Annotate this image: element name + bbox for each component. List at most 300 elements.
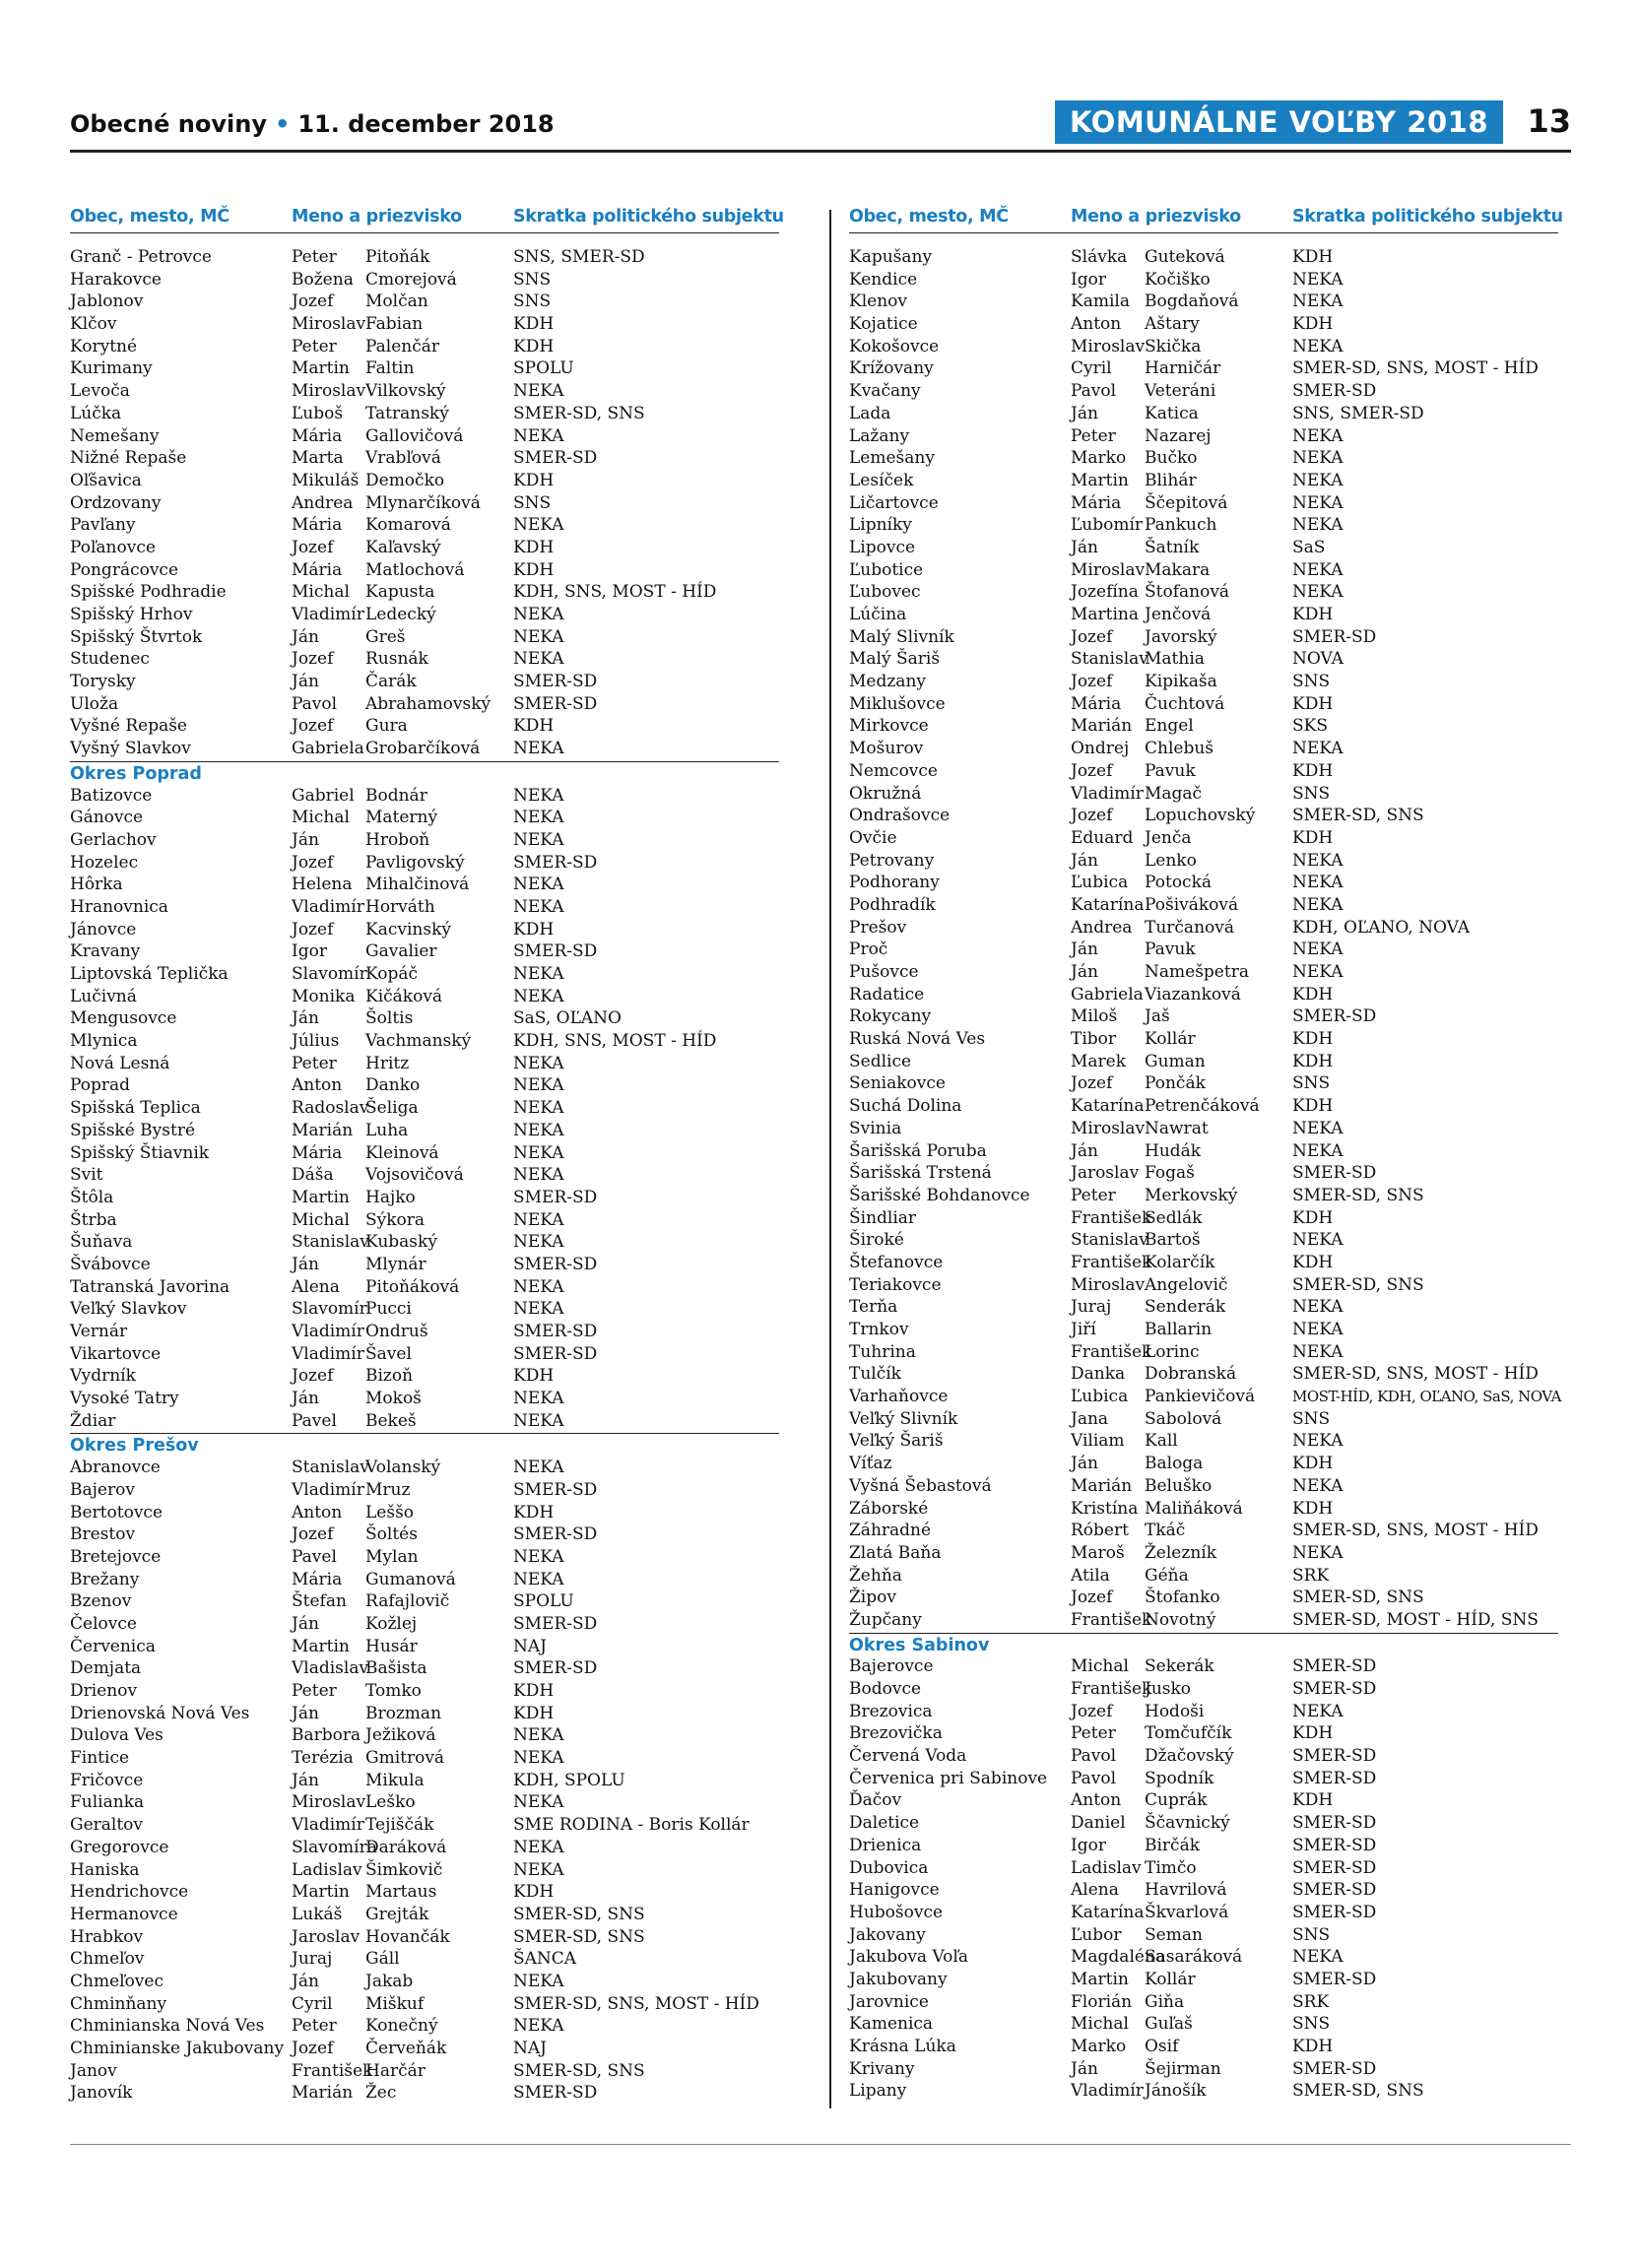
- first-name-cell: Martin: [292, 1636, 350, 1656]
- last-name-cell: Makara: [1145, 559, 1211, 580]
- municipality-cell: Kapušany: [849, 247, 933, 267]
- last-name-cell: Merkovský: [1145, 1185, 1238, 1205]
- first-name-cell: Jozef: [292, 292, 334, 312]
- table-row: [70, 1231, 779, 1254]
- last-name-cell: Hovančák: [365, 1926, 450, 1947]
- header-name: Meno a priezvisko: [292, 207, 462, 227]
- municipality-cell: Veľký Šariš: [849, 1431, 944, 1452]
- municipality-cell: Bajerovce: [849, 1656, 934, 1677]
- last-name-cell: Hritz: [365, 1053, 410, 1073]
- first-name-cell: Mária: [292, 515, 343, 536]
- last-name-cell: Pončák: [1145, 1073, 1206, 1094]
- table-row: [70, 1569, 779, 1591]
- municipality-cell: Dubovica: [849, 1857, 929, 1878]
- table-row: [70, 313, 779, 336]
- table-row: [70, 1164, 779, 1187]
- table-row: [849, 760, 1558, 783]
- municipality-cell: Chminianske Jakubovany: [70, 2039, 285, 2058]
- first-name-cell: Peter: [292, 1681, 337, 1701]
- party-cell: SRK: [1292, 1565, 1330, 1586]
- party-cell: NEKA: [1292, 1118, 1344, 1138]
- party-cell: SMER-SD: [513, 2083, 598, 2104]
- first-name-cell: Michal: [1071, 2014, 1129, 2035]
- party-cell: KDH: [1292, 605, 1334, 624]
- party-cell: NEKA: [513, 425, 564, 446]
- municipality-cell: Drienovská Nová Ves: [70, 1703, 250, 1723]
- municipality-cell: Varhaňovce: [849, 1387, 949, 1407]
- first-name-cell: Marek: [1071, 1051, 1127, 1071]
- first-name-cell: Anton: [1071, 314, 1122, 335]
- table-row: [849, 1812, 1558, 1835]
- party-cell: KDH: [1292, 693, 1334, 714]
- last-name-cell: Nazarej: [1145, 425, 1212, 446]
- header-party: Skratka politického subjektu: [513, 207, 784, 227]
- header-divider: [70, 150, 1571, 153]
- party-cell: NEKA: [1292, 894, 1344, 915]
- last-name-cell: Timčo: [1145, 1857, 1197, 1878]
- last-name-cell: Martaus: [365, 1882, 437, 1903]
- table-row: [849, 1789, 1558, 1812]
- municipality-cell: Nemešany: [70, 425, 160, 446]
- first-name-cell: Katarína: [1071, 1096, 1145, 1117]
- table-row: [849, 1678, 1558, 1701]
- party-cell: NEKA: [1292, 269, 1344, 290]
- party-cell: NEKA: [513, 381, 564, 402]
- first-name-cell: Martin: [292, 1187, 350, 1207]
- table-row: [70, 1926, 779, 1949]
- party-cell: KDH: [513, 1366, 555, 1387]
- first-name-cell: Viliam: [1071, 1431, 1125, 1452]
- table-row: [849, 470, 1558, 492]
- table-row: [70, 1457, 779, 1479]
- municipality-cell: Suchá Dolina: [849, 1096, 962, 1117]
- party-cell: SMER-SD: [1292, 1746, 1377, 1767]
- table-row: [70, 1479, 779, 1502]
- first-name-cell: Maroš: [1071, 1542, 1125, 1563]
- table-row: [70, 1703, 779, 1725]
- first-name-cell: Jozef: [292, 649, 334, 670]
- last-name-cell: Pitoňáková: [365, 1276, 460, 1297]
- municipality-cell: Bajerov: [70, 1479, 135, 1500]
- table-row: [849, 357, 1558, 380]
- last-name-cell: Guľaš: [1145, 2014, 1193, 2035]
- party-cell: NEKA: [1292, 559, 1344, 580]
- municipality-cell: Ordzovany: [70, 492, 162, 513]
- first-name-cell: Tibor: [1071, 1029, 1117, 1050]
- last-name-cell: Spodník: [1145, 1768, 1214, 1788]
- header-name: Meno a priezvisko: [1071, 207, 1241, 227]
- first-name-cell: Michal: [292, 808, 350, 828]
- municipality-cell: Janov: [70, 2060, 117, 2081]
- last-name-cell: Materný: [365, 808, 438, 828]
- last-name-cell: Vachmanský: [365, 1031, 472, 1052]
- last-name-cell: Hroboň: [365, 829, 430, 850]
- party-cell: SNS: [1292, 783, 1331, 804]
- first-name-cell: František: [1071, 1207, 1152, 1228]
- first-name-cell: Pavol: [1071, 381, 1117, 402]
- first-name-cell: Radoslav: [292, 1098, 369, 1119]
- party-cell: KDH: [513, 1703, 555, 1723]
- party-cell: KDH: [1292, 1096, 1334, 1117]
- municipality-cell: Proč: [849, 940, 888, 960]
- last-name-cell: Gáll: [365, 1949, 400, 1970]
- table-row: [849, 1095, 1558, 1118]
- table-row: [70, 1410, 779, 1433]
- municipality-cell: Vysoké Tatry: [70, 1389, 179, 1409]
- table-row: [849, 783, 1558, 806]
- municipality-cell: Veľký Slavkov: [70, 1299, 187, 1320]
- municipality-cell: Čelovce: [70, 1613, 137, 1634]
- party-cell: NEKA: [513, 964, 564, 984]
- party-cell: NAJ: [513, 2039, 547, 2058]
- party-cell: NEKA: [1292, 1701, 1344, 1721]
- first-name-cell: Igor: [1071, 269, 1106, 290]
- last-name-cell: Javorský: [1145, 626, 1217, 647]
- table-row: [70, 291, 779, 313]
- table-row: [849, 715, 1558, 738]
- municipality-cell: Ovčie: [849, 827, 897, 848]
- last-name-cell: Mruz: [365, 1479, 411, 1500]
- party-cell: ŠANCA: [513, 1949, 577, 1970]
- last-name-cell: Gallovičová: [365, 425, 464, 446]
- first-name-cell: Mária: [292, 559, 343, 580]
- party-cell: NEKA: [513, 875, 564, 895]
- first-name-cell: Vladimír: [292, 896, 364, 917]
- party-cell: SNS: [1292, 1924, 1331, 1945]
- table-row: [70, 1814, 779, 1837]
- municipality-cell: Štrba: [70, 1209, 117, 1230]
- first-name-cell: Marián: [292, 1120, 354, 1140]
- municipality-cell: Okružná: [849, 783, 922, 804]
- first-name-cell: Jozef: [292, 1524, 334, 1545]
- municipality-cell: Brežany: [70, 1569, 140, 1589]
- party-cell: NEKA: [513, 808, 564, 828]
- last-name-cell: Šavel: [365, 1343, 412, 1364]
- municipality-cell: Žehňa: [849, 1565, 902, 1586]
- table-row: [70, 940, 779, 963]
- first-name-cell: Vladimír: [292, 1479, 364, 1500]
- table-row: [70, 671, 779, 693]
- municipality-cell: Janovík: [70, 2083, 133, 2104]
- last-name-cell: Ščepitová: [1145, 492, 1228, 513]
- last-name-cell: Maliňáková: [1145, 1498, 1243, 1519]
- party-cell: SMER-SD, SNS, MOST - HÍD: [1292, 358, 1539, 379]
- first-name-cell: Jozef: [292, 537, 334, 557]
- municipality-cell: Záhradné: [849, 1521, 932, 1541]
- last-name-cell: Jusko: [1145, 1679, 1192, 1699]
- first-name-cell: Slavomíra: [292, 1837, 377, 1857]
- party-cell: NEKA: [513, 1142, 564, 1163]
- first-name-cell: Jaroslav: [1071, 1163, 1140, 1184]
- table-row: [70, 2082, 779, 2105]
- table-row: [849, 1453, 1558, 1475]
- municipality-cell: Spišský Štvrtok: [70, 626, 203, 647]
- first-name-cell: Mária: [292, 1142, 343, 1163]
- first-name-cell: Peter: [292, 247, 337, 267]
- first-name-cell: Jozef: [1071, 760, 1113, 781]
- party-cell: KDH: [1292, 1723, 1334, 1744]
- party-cell: KDH: [1292, 314, 1334, 335]
- municipality-cell: Chmeľovec: [70, 1971, 164, 1991]
- last-name-cell: Viazanková: [1145, 984, 1241, 1004]
- table-row: [70, 2015, 779, 2038]
- party-cell: KDH: [1292, 1252, 1334, 1272]
- table-row: [70, 785, 779, 808]
- table-row: [849, 1386, 1561, 1408]
- party-cell: KDH: [1292, 1207, 1334, 1228]
- first-name-cell: Martin: [1071, 470, 1129, 490]
- first-name-cell: Jozef: [1071, 1073, 1113, 1094]
- last-name-cell: Sedlák: [1145, 1207, 1203, 1228]
- party-cell: KDH: [1292, 2037, 1334, 2056]
- table-row: [70, 1837, 779, 1859]
- party-cell: NEKA: [1292, 739, 1344, 759]
- party-cell: SMER-SD: [513, 1524, 598, 1545]
- first-name-cell: Gabriela: [1071, 984, 1144, 1004]
- table-row: [849, 1991, 1558, 2014]
- party-cell: NEKA: [513, 1098, 564, 1119]
- party-cell: SMER-SD: [513, 1613, 598, 1634]
- party-cell: KDH: [513, 336, 555, 356]
- municipality-cell: Záborské: [849, 1498, 929, 1519]
- last-name-cell: Pankievičová: [1145, 1387, 1256, 1407]
- table-row: [849, 1609, 1558, 1632]
- table-row: [849, 514, 1558, 537]
- party-cell: SMER-SD: [513, 672, 598, 692]
- table-row: [70, 829, 779, 852]
- first-name-cell: Michal: [292, 582, 350, 603]
- table-row: [849, 2013, 1558, 2036]
- table-row: [70, 1747, 779, 1770]
- table-row: [849, 1587, 1558, 1609]
- municipality-cell: Oľšavica: [70, 470, 142, 490]
- column-header-row: [70, 207, 784, 233]
- municipality-cell: Studenec: [70, 649, 150, 670]
- party-cell: NOVA: [1292, 649, 1344, 670]
- last-name-cell: Molčan: [365, 292, 428, 312]
- party-cell: SMER-SD: [1292, 1163, 1377, 1184]
- first-name-cell: Vladimír: [292, 1343, 364, 1364]
- municipality-cell: Široké: [849, 1230, 904, 1251]
- first-name-cell: Florián: [1071, 1991, 1133, 2012]
- first-name-cell: Jozef: [1071, 1588, 1113, 1608]
- party-cell: NEKA: [1292, 1297, 1344, 1318]
- first-name-cell: Božena: [292, 269, 354, 290]
- municipality-cell: Štôla: [70, 1187, 114, 1207]
- first-name-cell: Jana: [1071, 1408, 1109, 1429]
- municipality-cell: Poprad: [70, 1075, 131, 1096]
- party-cell: NEKA: [513, 739, 564, 759]
- last-name-cell: Mikula: [365, 1770, 425, 1790]
- footer-divider: [70, 2144, 1571, 2145]
- first-name-cell: Miroslav: [292, 381, 366, 402]
- table-row: [849, 1969, 1558, 1991]
- table-row: [70, 1030, 779, 1053]
- last-name-cell: Ježiková: [365, 1725, 436, 1746]
- left-column-list: [70, 246, 779, 2105]
- party-cell: KDH: [513, 1681, 555, 1701]
- table-row: [70, 1724, 779, 1747]
- first-name-cell: Pavel: [292, 1410, 337, 1431]
- last-name-cell: Grejták: [365, 1904, 429, 1924]
- first-name-cell: Slavomír: [292, 964, 367, 984]
- last-name-cell: Bučko: [1145, 448, 1198, 469]
- table-row: [849, 269, 1558, 292]
- municipality-cell: Mošurov: [849, 739, 924, 759]
- first-name-cell: Katarína: [1071, 1902, 1145, 1922]
- table-row: [70, 626, 779, 649]
- last-name-cell: Miškuf: [365, 1993, 425, 2014]
- last-name-cell: Lorinc: [1145, 1341, 1200, 1362]
- first-name-cell: Anton: [292, 1502, 343, 1523]
- first-name-cell: Gabriel: [292, 785, 355, 806]
- table-row: [70, 246, 779, 269]
- municipality-cell: Fulianka: [70, 1792, 145, 1813]
- last-name-cell: Kočiško: [1145, 269, 1211, 290]
- first-name-cell: Jozefína: [1071, 582, 1139, 603]
- last-name-cell: Katica: [1145, 403, 1199, 423]
- last-name-cell: Bašista: [365, 1658, 427, 1679]
- first-name-cell: Jozef: [292, 1366, 334, 1387]
- table-row: [849, 2036, 1558, 2058]
- municipality-cell: Poľanovce: [70, 537, 156, 557]
- municipality-cell: Hermanovce: [70, 1904, 178, 1924]
- table-row: [70, 1298, 779, 1321]
- municipality-cell: Štefanovce: [849, 1252, 944, 1272]
- municipality-cell: Ďačov: [849, 1790, 902, 1811]
- party-cell: NEKA: [513, 1725, 564, 1746]
- column-header-row: [849, 207, 1563, 233]
- municipality-cell: Brezovička: [849, 1723, 943, 1744]
- table-row: [849, 1722, 1558, 1745]
- table-row: [849, 1902, 1558, 1924]
- first-name-cell: Július: [292, 1031, 340, 1052]
- table-row: [849, 1408, 1558, 1431]
- last-name-cell: Blihár: [1145, 470, 1197, 490]
- last-name-cell: Harčár: [365, 2060, 426, 2081]
- table-row: [849, 1701, 1558, 1723]
- table-row: [849, 1274, 1558, 1297]
- party-cell: NEKA: [513, 1792, 564, 1813]
- municipality-cell: Lučivná: [70, 986, 137, 1006]
- first-name-cell: Vladimír: [1071, 783, 1144, 804]
- header-party: Skratka politického subjektu: [1292, 207, 1563, 227]
- last-name-cell: Leššo: [365, 1502, 415, 1523]
- party-cell: SNS: [513, 492, 552, 513]
- first-name-cell: Jiří: [1071, 1320, 1096, 1339]
- table-row: [849, 1946, 1558, 1969]
- table-row: [849, 1296, 1558, 1319]
- municipality-cell: Lesíček: [849, 470, 914, 490]
- municipality-cell: Pongrácovce: [70, 559, 179, 580]
- last-name-cell: Konečný: [365, 2016, 438, 2037]
- party-cell: NEKA: [513, 1053, 564, 1073]
- last-name-cell: Tkáč: [1145, 1521, 1186, 1541]
- first-name-cell: Jozef: [292, 919, 334, 940]
- header-municipality: Obec, mesto, MČ: [70, 207, 230, 227]
- table-row: [70, 1904, 779, 1926]
- first-name-cell: Ján: [292, 1008, 319, 1029]
- last-name-cell: Senderák: [1145, 1297, 1226, 1318]
- table-row: [849, 559, 1558, 582]
- municipality-cell: Bzenov: [70, 1591, 132, 1612]
- first-name-cell: Ján: [1071, 1454, 1098, 1474]
- table-row: [849, 1319, 1558, 1341]
- municipality-cell: Ruská Nová Ves: [849, 1029, 986, 1050]
- party-cell: NEKA: [513, 1299, 564, 1320]
- first-name-cell: Jozef: [1071, 1701, 1113, 1721]
- last-name-cell: Grobarčíková: [365, 739, 481, 759]
- party-cell: KDH: [1292, 760, 1334, 781]
- table-row: [70, 874, 779, 896]
- table-row: [70, 2060, 779, 2083]
- table-row: [849, 1542, 1558, 1565]
- party-cell: SMER-SD: [513, 852, 598, 873]
- last-name-cell: Mihalčinová: [365, 875, 470, 895]
- municipality-cell: Spišské Bystré: [70, 1120, 196, 1140]
- last-name-cell: Fabian: [365, 314, 424, 335]
- party-cell: KDH, SNS, MOST - HÍD: [513, 1031, 717, 1052]
- first-name-cell: Miroslav: [292, 314, 366, 335]
- last-name-cell: Tomčufčík: [1145, 1723, 1232, 1744]
- first-name-cell: Ján: [292, 1770, 319, 1790]
- separator-dot: •: [274, 110, 291, 138]
- first-name-cell: Ľuboš: [292, 403, 344, 423]
- municipality-cell: Dulova Ves: [70, 1725, 164, 1746]
- table-row: [70, 357, 779, 380]
- first-name-cell: Jozef: [292, 716, 334, 737]
- table-row: [70, 269, 779, 292]
- first-name-cell: Gabriela: [292, 739, 364, 759]
- table-row: [849, 1835, 1558, 1857]
- municipality-cell: Drienica: [849, 1835, 922, 1855]
- first-name-cell: Vladislav: [292, 1658, 369, 1679]
- municipality-cell: Torysky: [70, 672, 136, 692]
- municipality-cell: Drienov: [70, 1681, 138, 1701]
- table-row: [849, 246, 1558, 269]
- first-name-cell: Ľubica: [1071, 873, 1129, 893]
- municipality-cell: Medzany: [849, 672, 926, 692]
- first-name-cell: Marián: [292, 2083, 354, 2104]
- municipality-cell: Teriakovce: [849, 1274, 942, 1295]
- municipality-cell: Kokošovce: [849, 336, 940, 356]
- party-cell: SMER-SD, SNS: [1292, 806, 1424, 826]
- last-name-cell: Jenčová: [1145, 605, 1212, 624]
- last-name-cell: Palenčár: [365, 336, 440, 356]
- first-name-cell: Peter: [1071, 1185, 1116, 1205]
- table-row: [70, 1343, 779, 1366]
- table-row: [849, 626, 1558, 649]
- last-name-cell: Tatranský: [365, 403, 449, 423]
- table-row: [849, 894, 1558, 917]
- municipality-cell: Lipany: [849, 2081, 907, 2102]
- last-name-cell: Kubaský: [365, 1232, 437, 1253]
- table-row: [70, 738, 779, 760]
- party-cell: SNS: [1292, 2014, 1331, 2035]
- municipality-cell: Lúčka: [70, 403, 122, 423]
- last-name-cell: Pošiváková: [1145, 894, 1239, 915]
- last-name-cell: Giňa: [1145, 1991, 1185, 2012]
- party-cell: SNS, SMER-SD: [1292, 403, 1424, 423]
- party-cell: NEKA: [1292, 292, 1344, 312]
- party-cell: NEKA: [1292, 448, 1344, 469]
- municipality-cell: Gánovce: [70, 808, 144, 828]
- party-cell: SNS: [1292, 1073, 1331, 1094]
- table-row: [849, 1341, 1558, 1364]
- table-row: [70, 447, 779, 470]
- party-cell: KDH, OĽANO, NOVA: [1292, 917, 1471, 938]
- last-name-cell: Beluško: [1145, 1475, 1213, 1496]
